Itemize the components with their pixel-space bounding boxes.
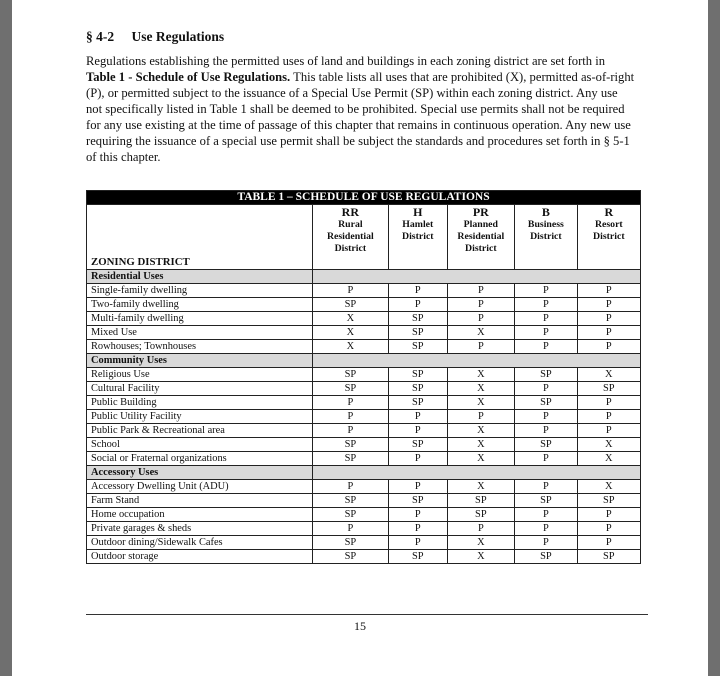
use-regulations-table: [86, 190, 641, 564]
use-permission-cell: P: [515, 508, 577, 522]
section-label: Accessory Uses: [87, 466, 313, 480]
use-permission-cell: X: [447, 536, 515, 550]
use-permission-cell: SP: [389, 368, 447, 382]
use-permission-cell: SP: [312, 452, 388, 466]
use-permission-cell: P: [515, 284, 577, 298]
use-permission-cell: P: [312, 424, 388, 438]
use-permission-cell: SP: [389, 340, 447, 354]
page-number: 15: [354, 619, 366, 633]
table-row: [87, 522, 641, 536]
use-permission-cell: P: [389, 452, 447, 466]
use-permission-cell: P: [577, 326, 640, 340]
use-permission-cell: P: [577, 312, 640, 326]
use-permission-cell: SP: [312, 298, 388, 312]
use-permission-cell: SP: [312, 536, 388, 550]
paragraph-text-rest: This table lists all uses that are prohibited (X), permitted as-of-right (P), or permitted subject to the issuance of a Special Use Permit (SP) within each zoning district. Any use not specifically listed in Table 1 shall be deemed to be prohibited. Special use permits shall not be required for any use existing at the time of passage of this chapter that remains in continuous operation. Any new use requiring the issuance of a special use permit shall be subject the standards and procedures set forth in § 5-1 of this chapter.: [86, 70, 635, 164]
footer-divider: [86, 614, 648, 615]
table-row: [87, 340, 641, 354]
district-column-header: [312, 205, 388, 270]
use-permission-cell: P: [389, 410, 447, 424]
use-permission-cell: X: [447, 438, 515, 452]
table-row: [87, 368, 641, 382]
use-permission-cell: SP: [389, 326, 447, 340]
use-permission-cell: P: [389, 522, 447, 536]
use-name: School: [87, 438, 313, 452]
use-permission-cell: SP: [389, 550, 447, 564]
use-permission-cell: SP: [312, 494, 388, 508]
use-permission-cell: X: [577, 368, 640, 382]
section-fill: [312, 354, 640, 368]
section-paragraph: [86, 53, 636, 165]
use-name: Single-family dwelling: [87, 284, 313, 298]
table-row: [87, 438, 641, 452]
use-name: Public Building: [87, 396, 313, 410]
use-permission-cell: P: [577, 340, 640, 354]
use-permission-cell: X: [447, 396, 515, 410]
paragraph-text-start: Regulations establishing the permitted uses of land and buildings in each zoning district are set forth in: [86, 54, 606, 68]
use-permission-cell: P: [577, 396, 640, 410]
section-label: Residential Uses: [87, 270, 313, 284]
use-permission-cell: X: [447, 424, 515, 438]
use-permission-cell: P: [577, 410, 640, 424]
use-permission-cell: SP: [312, 550, 388, 564]
use-name: Rowhouses; Townhouses: [87, 340, 313, 354]
use-permission-cell: SP: [577, 550, 640, 564]
use-permission-cell: P: [577, 284, 640, 298]
use-permission-cell: P: [515, 452, 577, 466]
use-permission-cell: P: [447, 340, 515, 354]
use-permission-cell: P: [515, 522, 577, 536]
use-permission-cell: P: [515, 424, 577, 438]
district-column-header: [389, 205, 447, 270]
use-permission-cell: X: [447, 550, 515, 564]
district-name: Hamlet District: [402, 219, 434, 242]
use-permission-cell: SP: [389, 438, 447, 452]
use-permission-cell: P: [577, 536, 640, 550]
use-name: Public Park & Recreational area: [87, 424, 313, 438]
district-name: Business District: [527, 219, 564, 242]
use-permission-cell: SP: [515, 396, 577, 410]
use-permission-cell: SP: [312, 438, 388, 452]
district-name: Resort District: [593, 219, 625, 242]
use-permission-cell: SP: [515, 368, 577, 382]
use-permission-cell: X: [447, 382, 515, 396]
use-name: Farm Stand: [87, 494, 313, 508]
section-title: Use Regulations: [131, 29, 225, 44]
zoning-district-label: ZONING DISTRICT: [87, 205, 313, 270]
district-column-header: [447, 205, 515, 270]
section-fill: [312, 270, 640, 284]
table-row: [87, 410, 641, 424]
use-permission-cell: X: [577, 438, 640, 452]
use-permission-cell: X: [312, 312, 388, 326]
use-permission-cell: X: [447, 326, 515, 340]
use-name: Multi-family dwelling: [87, 312, 313, 326]
use-permission-cell: P: [515, 480, 577, 494]
use-permission-cell: P: [577, 508, 640, 522]
use-permission-cell: P: [389, 424, 447, 438]
use-name: Private garages & sheds: [87, 522, 313, 536]
use-permission-cell: P: [515, 536, 577, 550]
section-row: [87, 466, 641, 480]
use-name: Outdoor dining/Sidewalk Cafes: [87, 536, 313, 550]
paragraph-table-reference: Table 1 - Schedule of Use Regulations.: [86, 70, 291, 84]
section-label: Community Uses: [87, 354, 313, 368]
use-name: Two-family dwelling: [87, 298, 313, 312]
use-permission-cell: P: [389, 508, 447, 522]
table-row: [87, 284, 641, 298]
use-permission-cell: X: [312, 326, 388, 340]
use-permission-cell: SP: [577, 494, 640, 508]
use-permission-cell: X: [577, 480, 640, 494]
use-name: Cultural Facility: [87, 382, 313, 396]
use-permission-cell: X: [312, 340, 388, 354]
use-permission-cell: P: [577, 424, 640, 438]
use-permission-cell: SP: [389, 312, 447, 326]
use-permission-cell: P: [312, 410, 388, 424]
use-permission-cell: SP: [389, 494, 447, 508]
district-name: Planned Residential District: [457, 219, 505, 254]
table-title: TABLE 1 – SCHEDULE OF USE REGULATIONS: [87, 191, 641, 205]
table-row: [87, 508, 641, 522]
use-permission-cell: SP: [389, 382, 447, 396]
table-row: [87, 494, 641, 508]
district-code: R: [604, 205, 614, 219]
table-row: [87, 536, 641, 550]
district-code: B: [541, 205, 550, 219]
use-permission-cell: P: [389, 284, 447, 298]
use-permission-cell: P: [389, 298, 447, 312]
use-name: Religious Use: [87, 368, 313, 382]
use-permission-cell: P: [312, 396, 388, 410]
use-permission-cell: P: [577, 298, 640, 312]
use-permission-cell: SP: [312, 382, 388, 396]
district-name: Rural Residential District: [326, 219, 374, 254]
district-code: RR: [341, 205, 360, 219]
district-code: H: [413, 205, 423, 219]
use-permission-cell: P: [447, 410, 515, 424]
use-permission-cell: P: [447, 298, 515, 312]
use-name: Mixed Use: [87, 326, 313, 340]
table-row: [87, 550, 641, 564]
table-row: [87, 452, 641, 466]
document-page: [12, 0, 708, 676]
use-permission-cell: SP: [447, 508, 515, 522]
table-row: [87, 424, 641, 438]
table-row: [87, 326, 641, 340]
use-permission-cell: SP: [447, 494, 515, 508]
use-permission-cell: SP: [515, 550, 577, 564]
use-permission-cell: P: [515, 340, 577, 354]
use-permission-cell: X: [447, 368, 515, 382]
use-permission-cell: SP: [312, 368, 388, 382]
use-permission-cell: SP: [312, 508, 388, 522]
table-row: [87, 298, 641, 312]
use-permission-cell: P: [515, 312, 577, 326]
section-fill: [312, 466, 640, 480]
use-permission-cell: P: [389, 480, 447, 494]
use-permission-cell: P: [577, 522, 640, 536]
use-permission-cell: X: [577, 452, 640, 466]
use-permission-cell: X: [447, 452, 515, 466]
section-row: [87, 354, 641, 368]
use-permission-cell: P: [312, 522, 388, 536]
use-permission-cell: P: [515, 382, 577, 396]
use-name: Accessory Dwelling Unit (ADU): [87, 480, 313, 494]
use-name: Outdoor storage: [87, 550, 313, 564]
district-column-header: [515, 205, 577, 270]
section-row: [87, 270, 641, 284]
use-permission-cell: P: [447, 522, 515, 536]
use-permission-cell: SP: [515, 438, 577, 452]
use-permission-cell: X: [447, 480, 515, 494]
use-name: Social or Fraternal organizations: [87, 452, 313, 466]
table-row: [87, 382, 641, 396]
use-permission-cell: P: [389, 536, 447, 550]
use-permission-cell: SP: [515, 494, 577, 508]
use-name: Public Utility Facility: [87, 410, 313, 424]
use-permission-cell: P: [515, 326, 577, 340]
table-row: [87, 480, 641, 494]
use-permission-cell: P: [515, 298, 577, 312]
table-row: [87, 312, 641, 326]
use-permission-cell: P: [447, 312, 515, 326]
use-name: Home occupation: [87, 508, 313, 522]
use-permission-cell: SP: [389, 396, 447, 410]
use-permission-cell: P: [312, 284, 388, 298]
district-column-header: [577, 205, 640, 270]
section-heading: [86, 29, 224, 45]
section-number: § 4-2: [86, 29, 115, 44]
district-code: PR: [472, 205, 489, 219]
table-row: [87, 396, 641, 410]
use-permission-cell: SP: [577, 382, 640, 396]
use-permission-cell: P: [312, 480, 388, 494]
use-permission-cell: P: [515, 410, 577, 424]
use-permission-cell: P: [447, 284, 515, 298]
